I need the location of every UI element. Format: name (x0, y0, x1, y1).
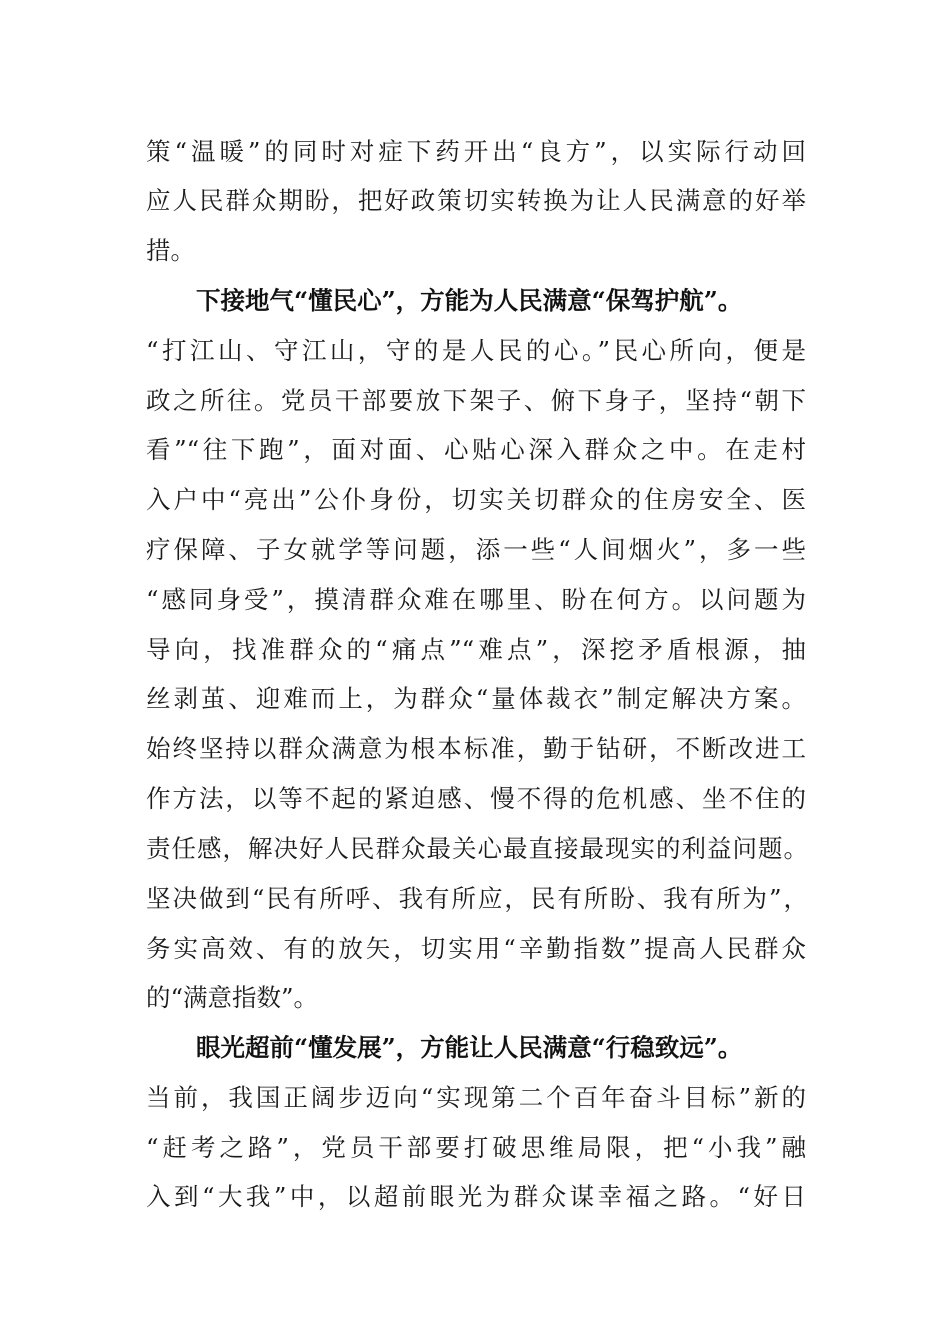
text-line: 措。 (146, 236, 195, 265)
text-line: 作方法，以等不起的紧迫感、慢不得的危机感、坐不住的 (146, 784, 806, 813)
text-line: 导向，找准群众的“痛点”“难点”，深挖矛盾根源，抽 (146, 635, 806, 664)
text-line: 丝剥茧、迎难而上，为群众“量体裁衣”制定解决方案。 (146, 684, 806, 713)
text-line: 始终坚持以群众满意为根本标准，勤于钻研，不断改进工 (146, 734, 806, 763)
text-line: 的“满意指数”。 (146, 983, 319, 1012)
text-line: “赶考之路”，党员干部要打破思维局限，把“小我”融 (146, 1133, 806, 1162)
text-line: 策“温暖”的同时对症下药开出“良方”，以实际行动回 (146, 137, 806, 166)
text-line: “打江山、守江山，守的是人民的心。”民心所向，便是 (146, 336, 806, 365)
text-line: 责任感，解决好人民群众最关心最直接最现实的利益问题。 (146, 834, 808, 863)
text-line: 应人民群众期盼，把好政策切实转换为让人民满意的好举 (146, 186, 806, 215)
paragraph-heading: 眼光超前“懂发展”，方能让人民满意“行稳致远”。 (196, 1033, 743, 1062)
text-line: 疗保障、子女就学等问题，添一些“人间烟火”，多一些 (146, 535, 806, 564)
text-line: 务实高效、有的放矢，切实用“辛勤指数”提高人民群众 (146, 934, 806, 963)
paragraph-heading: 下接地气“懂民心”，方能为人民满意“保驾护航”。 (196, 286, 743, 315)
text-line: 坚决做到“民有所呼、我有所应，民有所盼、我有所为”， (146, 884, 808, 913)
text-line: 看”“往下跑”，面对面、心贴心深入群众之中。在走村 (146, 435, 806, 464)
text-line: “感同身受”，摸清群众难在哪里、盼在何方。以问题为 (146, 585, 806, 614)
text-line: 政之所往。党员干部要放下架子、俯下身子，坚持“朝下 (146, 386, 806, 415)
text-line: 入到“大我”中，以超前眼光为群众谋幸福之路。“好日 (146, 1182, 806, 1211)
text-line: 入户中“亮出”公仆身份，切实关切群众的住房安全、医 (146, 485, 806, 514)
text-line: 当前，我国正阔步迈向“实现第二个百年奋斗目标”新的 (146, 1083, 806, 1112)
